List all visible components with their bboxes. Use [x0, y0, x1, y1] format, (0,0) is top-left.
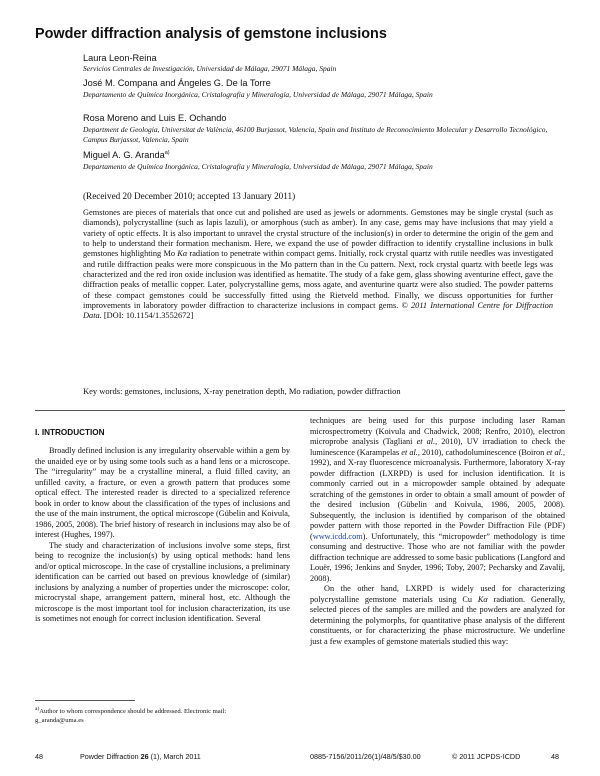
right-p2-b: radiation. Generally, selected pieces of the samples are milled and the powders are analyzed for determining the polymorphs, for quantitative phase analysis of the different constituents, or for characterizing the phase microstructure. We underline just a few examples of gemstone materials studied this way: [310, 594, 566, 646]
footer-volume: 26 [140, 752, 149, 761]
author-1: Laura Leon-Reina [83, 53, 157, 63]
right-p2-a: On the other hand, LXRPD is widely used for characterizing polycrystalline gemstone materials using Cu [310, 584, 565, 604]
footer-journal-name: Powder Diffraction [80, 752, 141, 761]
right-p2-kalpha: Kα [477, 594, 488, 604]
footer-copyright: © 2011 JCPDS-ICDD [452, 752, 521, 761]
footnote-email: g_aranda@uma.es [35, 716, 84, 724]
right-p1-b: , 2010), UV irradiation to check the luminescence (Karampelas [310, 437, 566, 457]
footer-page-left: 48 [35, 752, 43, 761]
author-2: José M. Compana and Ángeles G. De la Torre [83, 78, 271, 88]
left-column [35, 446, 290, 625]
right-p1-d: , 1992), and X-ray fluorescence microanalysis. Furthermore, laboratory X-ray powder diffraction (LXRPD) is used for inclusion identification. It is commonly carried out in a micropowder sample obtained by adequate scratching of the gemstones in order to obtain a small amount of powder of the desired inclusion (Gübelin and Koivula, 1986, 2005, 2008). Subsequently, the inclusion is identified by comparison of the obtained powder pattern with those reported in the Powder Diffraction File (PDF) ( [310, 447, 565, 541]
section-divider [35, 410, 565, 411]
right-column [310, 416, 565, 647]
right-p1-etal-2: et al. [401, 447, 418, 457]
affiliation-4: Departamento de Química Inorgánica, Cristalografía y Mineralogía, Universidad de Málaga, 29071 Málaga, Spain [83, 162, 433, 171]
affiliation-1: Servicios Centrales de Investigación, Universidad de Málaga, 29071 Málaga, Spain [83, 64, 337, 73]
affiliation-2: Departamento de Química Inorgánica, Cristalografía y Mineralogía, Universidad de Málaga, 29071 Málaga, Spain [83, 90, 433, 99]
footnote-divider [35, 700, 135, 701]
footnote-marker: a) [35, 706, 40, 712]
intro-paragraph-1: Broadly defined inclusion is any irregularity observable within a gem by the unaided eye or by using some tools such as a hand lens or a microscope. The “irregularity” may be a crystalline mineral, a fluid filled cavity, an unfilled cavity, a fracture, or even a growth pattern that produces some optical effect. The interested reader is directed to a specialized reference book in order to know about the classification of the types of inclusions and the use of the main instrument, the optical microscope (Gübelin and Koivula, 1986, 2005, 2008). The brief history of research in inclusions may also be of interest (Hughes, 1997). [35, 446, 290, 539]
paper-title: Powder diffraction analysis of gemstone inclusions [35, 26, 387, 42]
author-4-sup: a) [164, 150, 170, 156]
right-p1-c: , 2010), cathodoluminescence (Boiron [417, 447, 547, 457]
abstract-main: Gemstones are pieces of materials that once cut and polished are used as jewels or adornments. Gemstones may be single crystal (such as diamonds), polycrystalline (such as lapis lazuli), or amorphous (such as amber). In any case, gems may have inclusions that may yield a variety of optic effects. It is also important to unravel the crystal structure of the inclusion(s) in order to determine the origin of the gem and to help to understand their formation mechanism. Here, we expand the use of powder diffraction to identify crystalline inclusions in bulk gemstones highlighting Mo [83, 208, 553, 259]
icdd-link[interactable]: www.icdd.com [312, 531, 363, 541]
right-paragraph-1 [310, 416, 565, 584]
right-p1-etal-1: et al. [416, 437, 436, 446]
footnote [35, 705, 290, 725]
keywords: Key words: gemstones, inclusions, X-ray penetration depth, Mo radiation, powder diffraction [83, 386, 401, 396]
footer-issue-date: (1), March 2011 [148, 752, 201, 761]
right-p1-a: techniques are being used for this purpose including laser Raman microspectrometry (Koivula and Chadwick, 2008; Renfro, 2010), electron microprobe analysis (Tagliani [310, 416, 565, 446]
abstract-copyright: © 2011 International Centre for Diffraction Data. [83, 301, 553, 321]
abstract-kalpha: Kα [177, 249, 188, 259]
author-4-name: Miguel A. G. Aranda [83, 150, 165, 161]
received-dates: (Received 20 December 2010; accepted 13 January 2011) [83, 191, 296, 201]
section-heading: I. INTRODUCTION [35, 428, 105, 437]
right-p1-etal-3: et al. [546, 447, 563, 457]
intro-paragraph-2: The study and characterization of inclusions involve some steps, first being to recognize the inclusion(s) by using optical methods: hand lens and/or optical microscope. In the case of crystalline inclusions, a preliminary identification can be carried out based on previous knowledge of (similar) inclusions by analyzing a number of properties under the microscope: color, microcrystal shape, arrangement pattern, mineral host, etc. Although the microscope is the most important tool for inclusion characterization, its use is sometimes not enough for correct inclusion identification. Several [35, 540, 290, 623]
right-paragraph-2 [310, 584, 565, 647]
author-4 [83, 150, 170, 160]
footer-issn: 0885-7156/2011/26(1)/48/5/$30.00 [310, 752, 421, 761]
right-p1-e: ). Unfortunately, this “micropowder” methodology is time consuming and destructive. Those who are not familiar with the powder diffraction technique are addressed to some basic publications (Langford and Louër, 1996; Jenkins and Snyder, 1996; Toby, 2007; Pecharsky and Zavalij, 2008). [310, 531, 565, 583]
footer-journal [80, 752, 201, 761]
abstract-doi: [DOI: 10.1154/1.3552672] [101, 311, 194, 321]
affiliation-3: Department de Geologia, Universitat de València, 46100 Burjassot, Valencia, Spain and Instituto de Reconocimiento Molecular y Desarrollo Tecnológico, Campus Burjassot, Valencia, Spain [83, 125, 548, 144]
abstract-rest: radiation to penetrate within compact gems. Initially, rock crystal quartz with rutile needles was investigated and rutile diffraction peaks were more conspicuous in the Mo pattern than in the Cu pattern. Next, rock crystal quartz with beetle legs was characterized and the red iron oxide inclusion was identified as hematite. The study of a fake gem, glass showing aventurine effect, gave the diffraction peaks of metallic copper. Later, polycrystalline gems, moss agate, and aventurine quartz were also studied. The powder patterns of these compact gemstones could be successfully fitted using the Rietveld method. Finally, we discuss opportunities for further improvements in laboratory powder diffraction to characterize inclusions in compact gems. [83, 249, 553, 311]
footnote-text: Author to whom correspondence should be addressed. Electronic mail: [39, 708, 227, 716]
abstract [83, 208, 553, 322]
footer-page-right: 48 [551, 752, 559, 761]
author-3: Rosa Moreno and Luis E. Ochando [83, 113, 227, 123]
